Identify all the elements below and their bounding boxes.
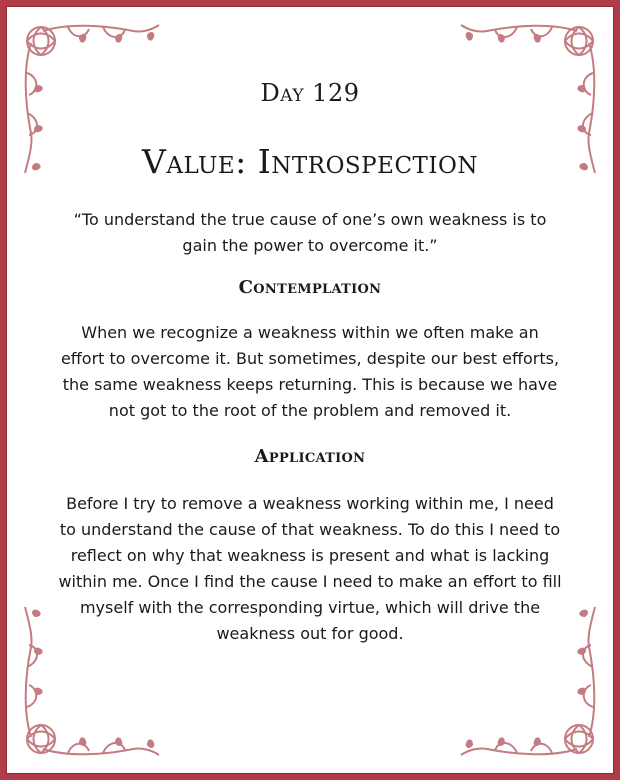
page-title: Value: Introspection [142,142,478,181]
day-heading: Day 129 [260,79,360,107]
inner-frame [6,6,614,774]
quote-text: “To understand the true cause of one’s own weakness is to gain the power to overcome it.” [73,210,547,255]
contemplation-heading: Contemplation [238,277,382,298]
application-heading: Application [254,446,366,467]
application-body: Before I try to remove a weakness working within me, I need to understand the cause of that weakness. To do this I need to reflect on why that weakness is present and what is lacking within me. Once I find the cause I need to make an effort to fill myself with the corresponding virtue, which will drive the weakness out for good. [58,494,562,643]
page-content [57,7,563,647]
contemplation-body: When we recognize a weakness within we often make an effort to overcome it. But sometimes, despite our best efforts, the same weakness keeps returning. This is because we have not got to the root of the problem and removed it. [60,323,560,420]
